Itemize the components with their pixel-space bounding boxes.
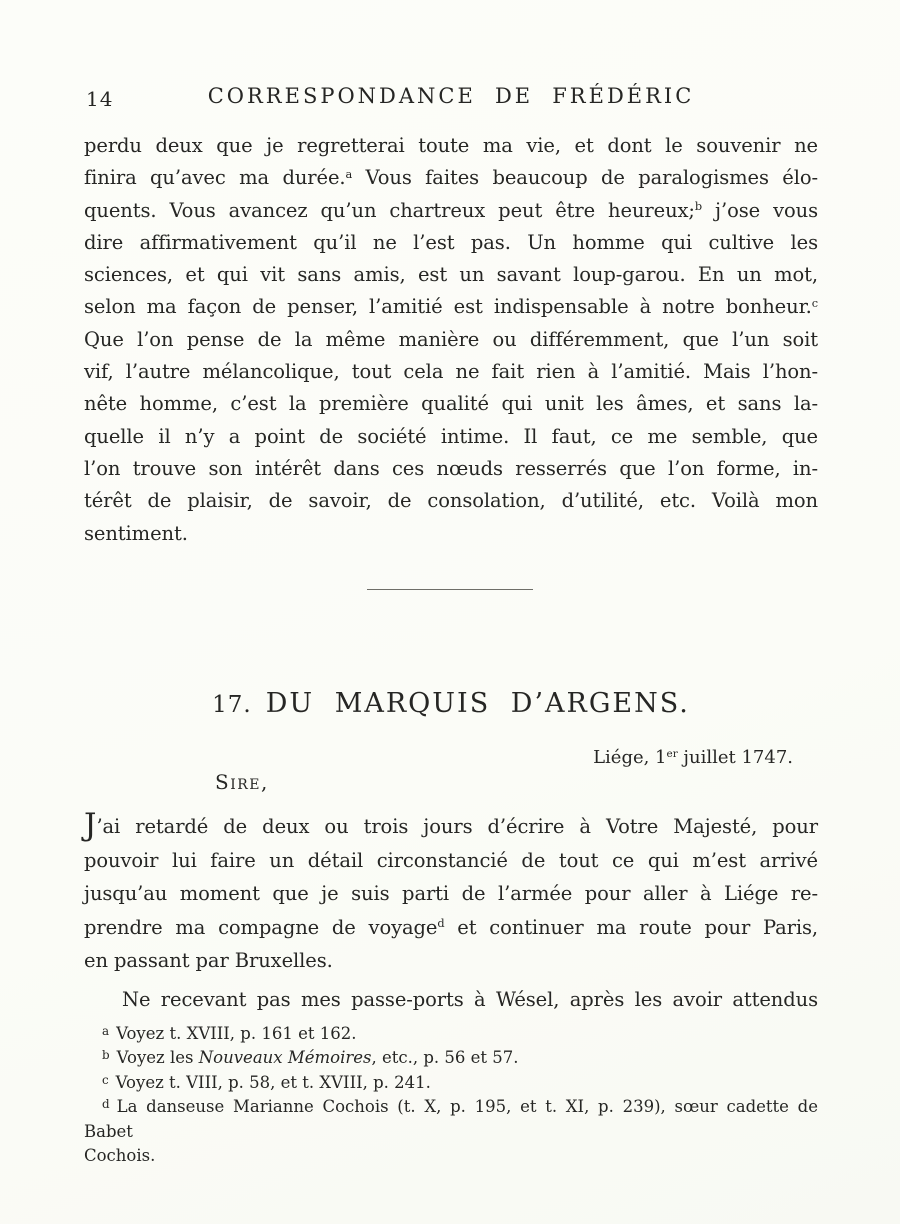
text-line: vif, l’autre mélancolique, tout cela ne fait rien à l’amitié. Mais l’hon- bbox=[84, 360, 818, 384]
text-line: sciences, et qui vit sans amis, est un savant loup-garou. En un mot, bbox=[84, 263, 818, 287]
text-line: dire affirmativement qu’il ne l’est pas. Un homme qui cultive les bbox=[84, 230, 818, 254]
text-line: quelle il n’y a point de société intime. Il faut, ce me semble, que bbox=[84, 424, 818, 448]
footnote bbox=[84, 1046, 818, 1070]
text-line: en passant par Bruxelles. bbox=[84, 949, 333, 972]
dateline bbox=[84, 747, 818, 768]
footnotes-block bbox=[84, 1022, 818, 1168]
text-line: nête homme, c’est la première qualité qui unit les âmes, et sans la- bbox=[84, 392, 818, 416]
section-divider bbox=[367, 589, 533, 590]
footnote-line: $^c$ Voyez t. VIII, p. 58, et t. XVIII, p. 241. bbox=[102, 1072, 431, 1092]
footnote-marker: b bbox=[102, 1048, 110, 1063]
footnote-line: $^a$ Voyez t. XVIII, p. 161 et 162. bbox=[102, 1023, 357, 1043]
footnote bbox=[84, 1022, 818, 1046]
text-line: l’on trouve son intérêt dans ces nœuds resserrés que l’on forme, in- bbox=[84, 456, 818, 480]
footnote-reference: d bbox=[437, 917, 445, 931]
text-line: Que l’on pense de la même manière ou différemment, que l’un soit bbox=[84, 327, 818, 351]
footnote-marker: a bbox=[102, 1023, 110, 1038]
section-number: 17. bbox=[212, 692, 252, 718]
footnote-marker: c bbox=[102, 1072, 109, 1087]
text-line: finira qu’avec ma durée.$^a$ Vous faites beaucoup de paralogismes élo- bbox=[84, 166, 818, 190]
footnote-reference: c bbox=[811, 297, 818, 311]
text-line: J’ai retardé de deux ou trois jours d’écrire à Votre Majesté, pour bbox=[84, 807, 818, 843]
letter-paragraph-2 bbox=[84, 983, 818, 1017]
text-line: perdu deux que je regretterai toute ma vie, et dont le souvenir ne bbox=[84, 134, 818, 157]
dateline-text: Liége, 1er juillet 1747. bbox=[593, 747, 793, 768]
running-header bbox=[84, 84, 818, 112]
text-line: térêt de plaisir, de savoir, de consolation, d’utilité, etc. Voilà mon bbox=[84, 489, 818, 513]
footnote-line: Cochois. bbox=[84, 1146, 156, 1166]
footnote-reference: er bbox=[666, 748, 678, 761]
italic-text: Nouveaux Mémoires bbox=[198, 1048, 372, 1068]
text-line: prendre ma compagne de voyage$^d$ et continuer ma route pour Paris, bbox=[84, 915, 818, 939]
text-line: jusqu’au moment que je suis parti de l’armée pour aller à Liége re- bbox=[84, 882, 818, 905]
footnote-line: $^d$ La danseuse Marianne Cochois (t. X, p. 195, et t. XI, p. 239), sœur cadette de Babet bbox=[84, 1097, 818, 1141]
footnote bbox=[84, 1071, 818, 1095]
text-line: sentiment. bbox=[84, 521, 188, 545]
section-title: DU MARQUIS D’ARGENS. bbox=[265, 688, 690, 719]
page-number: 14 bbox=[86, 87, 114, 111]
footnote bbox=[84, 1095, 818, 1168]
section-heading bbox=[84, 688, 818, 719]
footnote-reference: a bbox=[345, 168, 353, 182]
letter-paragraph-1 bbox=[84, 807, 818, 978]
salutation: Sire, bbox=[215, 770, 269, 794]
text-line: Ne recevant pas mes passe-ports à Wésel, après les avoir attendus bbox=[122, 988, 818, 1011]
footnote-marker: d bbox=[102, 1097, 110, 1112]
running-title: CORRESPONDANCE DE FRÉDÉRIC bbox=[207, 84, 695, 108]
drop-cap-initial: J bbox=[84, 807, 97, 843]
text-line: quents. Vous avancez qu’un chartreux peut être heureux;$^b$ j’ose vous bbox=[84, 198, 819, 222]
paragraph-continuation bbox=[84, 130, 818, 550]
text-line: selon ma façon de penser, l’amitié est indispensable à notre bonheur.$^c$ bbox=[84, 295, 818, 319]
text-line: pouvoir lui faire un détail circonstancié de tout ce qui m’est arrivé bbox=[84, 848, 818, 872]
footnote-reference: b bbox=[694, 200, 703, 214]
footnote-line: $^b$ Voyez les Nouveaux Mémoires, etc., p. 56 et 57. bbox=[102, 1048, 519, 1068]
